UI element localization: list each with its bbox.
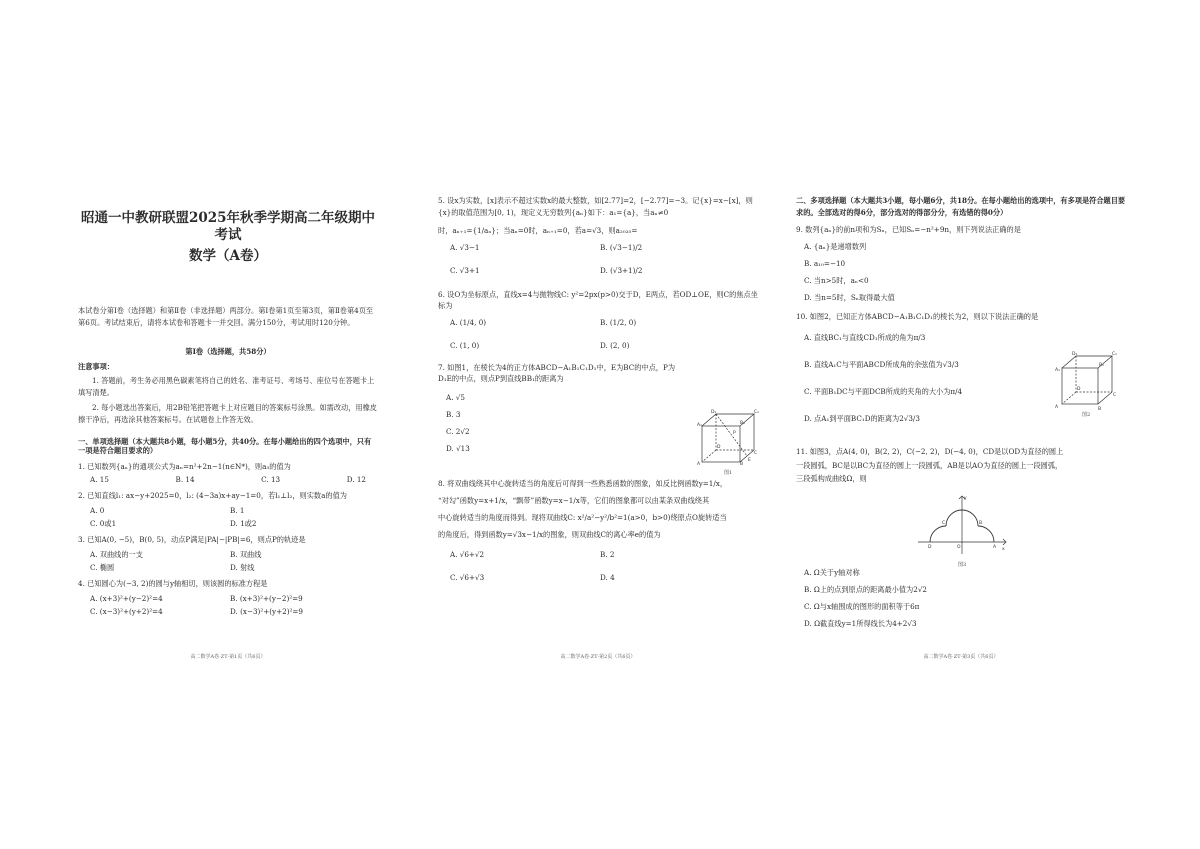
label-b1: B₁ (1099, 363, 1104, 368)
option-a: A. 直线BC₁与直线CD₁所成的角为π/3 (804, 333, 926, 343)
question-11-line-2: 一段圆弧，BC是以BC为直径的圆上一段圆弧，AB是以AO为直径的圆上一段圆弧， (796, 460, 1063, 470)
label-b: B (1098, 407, 1102, 412)
option-c: C. (1, 0) (450, 340, 480, 350)
option-a: A. (1/4, 0) (450, 317, 487, 327)
column-1 (78, 190, 378, 660)
question-6-stem: 6. 设O为坐标原点，直线x=4与抛物线C: y²=2px(p>0)交于D，E两点，若OD⊥OE，则C的焦点坐标为 (438, 289, 758, 311)
question-6-options (438, 314, 758, 350)
cube-front-face (1062, 368, 1098, 404)
label-c: C (754, 451, 758, 456)
option-b: B. 14 (175, 475, 195, 485)
cube-bottom-right-edge (740, 450, 754, 462)
question-7-stem: 7. 如图1，在棱长为4的正方体ABCD−A₁B₁C₁D₁中，E为BC的中点，P为D₁E的中点，则点P到直线BB₁的距离为 (438, 362, 676, 384)
label-a1: A₁ (1055, 368, 1060, 373)
question-4-stem: 4. 已知圆心为(−3, 2)的圆与y轴相切，则该圆的标准方程是 (78, 579, 268, 589)
question-11-options (796, 568, 1126, 628)
label-a: A (993, 545, 997, 550)
question-5-stem-cont: 时，aₙ₊₁={1/aₙ}；当aₙ=0时，aₙ₊₁=0，若a=√3，则a₂₀₂₅= (438, 226, 638, 236)
question-4-options (78, 590, 378, 616)
figure-3-caption: 图3 (958, 562, 967, 568)
label-b: B (979, 521, 983, 526)
cube-hidden-left (702, 450, 716, 462)
option-a: A. √3−1 (450, 242, 480, 252)
arc-ab (978, 526, 994, 542)
option-d: D. 射线 (230, 563, 255, 573)
arc-cd (930, 526, 946, 542)
question-5-stem: 5. 设x为实数，[x]表示不超过实数x的最大整数，如[2.77]=2，[−2.77]=−3。记{x}=x−[x]，则{x}的取值范围为[0, 1)，现定义无穷数列{aₙ}如下：a₁={a}，当aₙ≠0 (438, 196, 753, 217)
option-a: A. 0 (90, 506, 105, 516)
option-b: B. a₁₀=−10 (804, 259, 846, 269)
cube-top-face (1062, 356, 1112, 368)
question-8-options (438, 546, 758, 582)
option-b: B. (1/2, 0) (600, 317, 637, 327)
option-a: A. Ω关于y轴对称 (804, 568, 860, 578)
column-3 (796, 190, 1126, 660)
option-d: D. 当n=5时，Sₙ取得最大值 (804, 293, 895, 303)
option-b: B. (√3−1)/2 (600, 242, 643, 252)
label-d1: D₁ (711, 410, 717, 415)
label-a: A (1055, 405, 1059, 410)
option-d: D. (√3+1)/2 (600, 265, 643, 275)
part1-heading: 第Ⅰ卷（选择题，共58分） (185, 347, 271, 357)
label-p: P (733, 431, 736, 436)
option-b: B. 双曲线 (230, 550, 262, 560)
question-8-line-4: 的角度后，得到函数y=√3x−1/x的图象，则双曲线C的离心率e的值为 (438, 530, 661, 540)
option-c: C. √3+1 (450, 265, 480, 275)
label-y: y (964, 496, 967, 501)
option-b: B. Ω上的点到原点的距离最小值为2√2 (804, 585, 927, 595)
option-b: B. 2 (600, 549, 615, 559)
question-8-line-1: 8. 将双曲线绕其中心旋转适当的角度后可得到一些熟悉函数的图象，如反比例函数y=1/x， (438, 478, 728, 488)
label-b: B (740, 462, 744, 467)
figure-1-caption: 图1 (724, 470, 733, 476)
question-5-options (438, 239, 758, 275)
label-d: D (1077, 387, 1081, 392)
exam-subtitle: 数学（A卷） (189, 247, 267, 264)
figure-3-curve (914, 492, 1010, 556)
notice-item-2: 2. 每小题选出答案后，用2B铅笔把答题卡上对应题目的答案标号涂黑。如需改动，用橡皮擦干净后，再选涂其他答案标号。在试题卷上作答无效。 (78, 403, 377, 424)
question-3-stem: 3. 已知A(0, −5)，B(0, 5)，动点P满足|PA|−|PB|=6，则点P的轨迹是 (78, 535, 306, 545)
option-c: C. √6+√3 (450, 572, 485, 582)
option-d: D. (2, 0) (600, 340, 630, 350)
label-c1: C₁ (1112, 352, 1117, 357)
question-1-stem: 1. 已知数列{aₙ}的通项公式为aₙ=n²+2n−1(n∈N*)，则a₃的值为 (78, 462, 291, 472)
option-c: C. 平面B₁DC与平面DCB所成的夹角的大小为π/4 (804, 387, 963, 397)
option-a: A. √5 (446, 392, 465, 402)
label-c: C (942, 521, 946, 526)
option-d: D. √13 (446, 443, 470, 453)
question-2-options (78, 502, 378, 528)
label-c: C (1113, 393, 1117, 398)
question-10-options (796, 333, 1036, 423)
option-a: A. (x+3)²+(y−2)²=4 (90, 594, 163, 604)
page-footer-1: 高二数学A卷·ZT·第1页（共6页） (190, 653, 266, 660)
figure-2-cube (1054, 350, 1120, 412)
question-9-options (796, 242, 1126, 302)
option-a: A. 15 (90, 475, 109, 485)
question-1-options (78, 473, 378, 484)
label-o: O (957, 545, 961, 550)
notice-item-1: 1. 答题前，考生务必用黑色碳素笔将自己的姓名、准考证号、考场号、座位号在答题卡上填写清楚。 (78, 376, 375, 397)
question-3-options (78, 546, 378, 572)
section2-heading: 二、多项选择题（本大题共3小题，每小题6分，共18分。在每小题给出的选项中，有多项是符合题目要求的。全部选对的得6分，部分选对的得部分分，有选错的得0分） (796, 196, 1126, 217)
question-2-stem: 2. 已知直线l₁: ax−y+2025=0，l₂: (4−3a)x+ay−1=0，若l₁⊥l₂，则实数a的值为 (78, 491, 347, 501)
option-a: A. √6+√2 (450, 549, 485, 559)
cube-hidden-left (1062, 392, 1076, 404)
label-c1: C₁ (754, 410, 759, 415)
option-c: C. 13 (261, 475, 281, 485)
section1-heading: 一、单项选择题（本大题共8小题，每小题5分，共40分。在每小题给出的四个选项中，只有一项是符合题目要求的） (78, 437, 372, 456)
label-a1: A₁ (697, 423, 702, 428)
option-c: C. (x−3)²+(y+2)²=4 (90, 607, 163, 617)
option-c: C. 椭圆 (90, 563, 115, 573)
option-d: D. (x−3)²+(y+2)²=9 (230, 607, 303, 617)
label-d: D (928, 545, 932, 550)
question-11-stem (796, 445, 1126, 486)
question-8-stem (438, 475, 758, 544)
label-x: x (1002, 547, 1005, 552)
option-c: C. 0或1 (90, 519, 117, 529)
option-b: B. 1 (230, 506, 245, 516)
question-11-line-1: 11. 如图3，点A(4, 0)，B(2, 2)，C(−2, 2)，D(−4, 0)，CD是以OD为直径的圆上 (796, 447, 1064, 457)
option-b: B. 直线A₁C与平面ABCD所成角的余弦值为√3/3 (804, 360, 959, 370)
question-11-line-3: 三段弧构成曲线Ω，则 (796, 474, 867, 484)
notice-heading: 注意事项： (78, 362, 114, 372)
exam-intro: 本试卷分第Ⅰ卷（选择题）和第Ⅱ卷（非选择题）两部分。第Ⅰ卷第1页至第3页，第Ⅱ卷第4页至第6页。考试结束后，请将本试卷和答题卡一并交回。满分150分，考试用时120分钟。 (78, 305, 374, 327)
option-d: D. 1或2 (230, 519, 257, 529)
label-e: E (748, 458, 751, 463)
page-footer-2: 高二数学A卷·ZT·第2页（共6页） (560, 653, 636, 660)
page-footer-3: 高二数学A卷·ZT·第3页（共6页） (923, 653, 999, 660)
option-b: B. (x+3)²+(y−2)²=9 (230, 594, 303, 604)
option-d: D. Ω截直线y=1所得线长为4+2√3 (804, 619, 917, 629)
option-a: A. 双曲线的一支 (90, 550, 143, 560)
question-9-stem: 9. 数列{aₙ}的前n项和为Sₙ，已知Sₙ=−n²+9n，则下列说法正确的是 (796, 225, 1021, 235)
label-d1: D₁ (1072, 352, 1078, 357)
exam-title: 昭通一中教研联盟2025年秋季学期高二年级期中考试 (80, 210, 376, 243)
cube-bottom-right-edge (1098, 392, 1112, 404)
figure-1-cube (696, 408, 758, 466)
option-d: D. 4 (600, 572, 615, 582)
option-d: D. 12 (346, 475, 366, 485)
label-d: D (717, 445, 721, 450)
label-a: A (697, 462, 701, 467)
option-c: C. Ω与x轴围成的图形的面积等于6π (804, 602, 920, 612)
option-c: C. 2√2 (446, 426, 470, 436)
option-c: C. 当n>5时，aₙ<0 (804, 276, 869, 286)
option-a: A. {aₙ}是递增数列 (804, 242, 867, 252)
label-b1: B₁ (740, 421, 745, 426)
cube-top-face (702, 414, 754, 426)
figure-2-caption: 图2 (1082, 412, 1091, 418)
option-d: D. 点A₁到平面BC₁D的距离为2√3/3 (804, 414, 920, 424)
question-8-line-2: “对勾”函数y=x+1/x，“飘带”函数y=x−1/x等，它们的图象都可以由某条双曲线绕其 (438, 495, 710, 505)
question-8-line-3: 中心旋转适当的角度而得到。现将双曲线C: x²/a²−y²/b²=1(a>0，b>0)绕原点O旋转适当 (438, 513, 727, 523)
question-10-stem: 10. 如图2，已知正方体ABCD−A₁B₁C₁D₁的棱长为2，则以下说法正确的是 (796, 312, 1039, 322)
option-b: B. 3 (446, 409, 461, 419)
column-2 (438, 190, 758, 660)
